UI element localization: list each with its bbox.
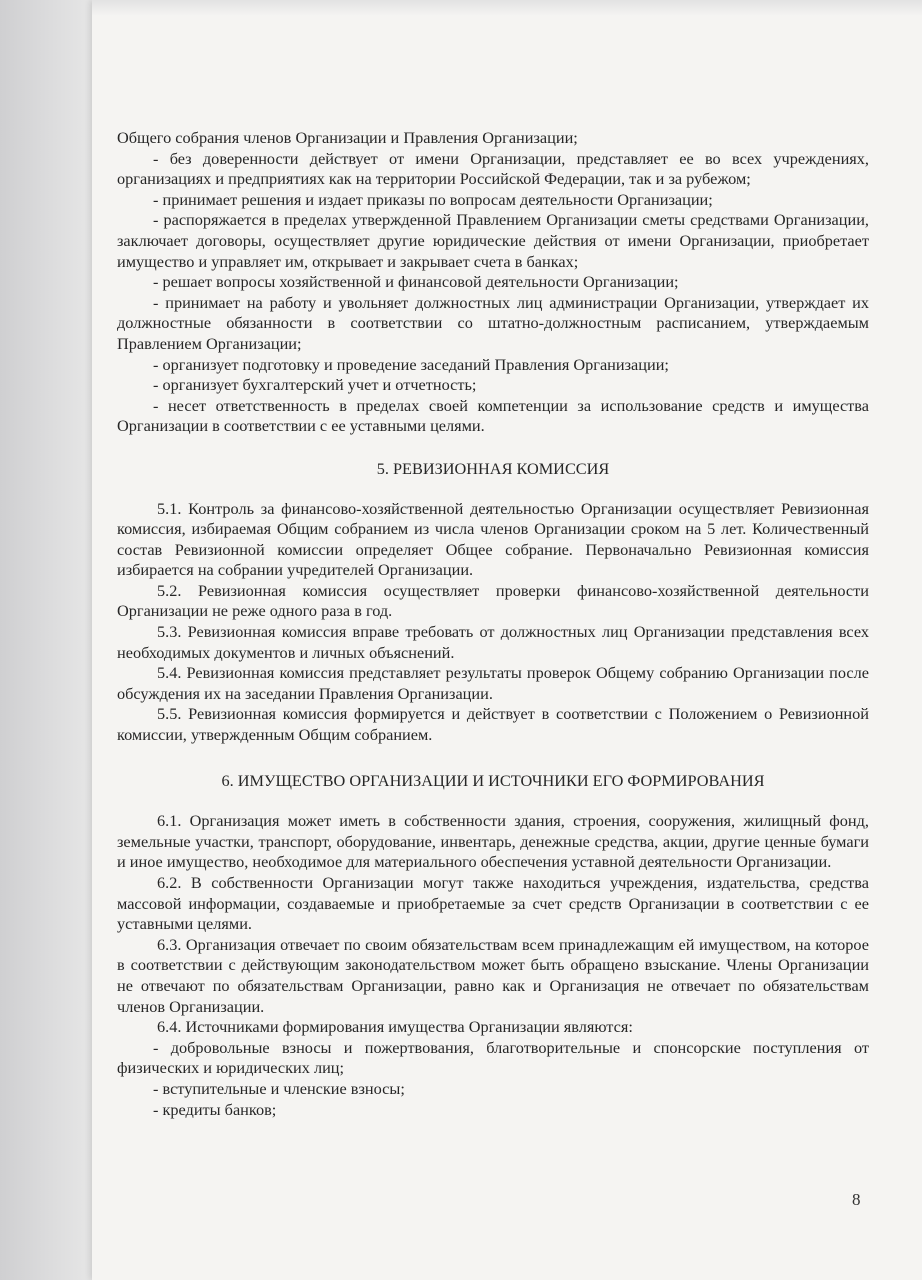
paragraph: 5.3. Ревизионная комиссия вправе требовать от должностных лиц Организации представления всех необходимых документов и личных объяснений. [117, 622, 869, 662]
list-item: - вступительные и членские взносы; [153, 1078, 405, 1098]
page-top-shadow [92, 0, 922, 16]
list-item: - кредиты банков; [153, 1099, 277, 1119]
section-heading: 6. ИМУЩЕСТВО ОРГАНИЗАЦИИ И ИСТОЧНИКИ ЕГО ФОРМИРОВАНИЯ [221, 770, 765, 790]
intro-line: Общего собрания членов Организации и Правления Организации; [117, 128, 578, 147]
list-item: - без доверенности действует от имени Организации, представляет ее во всех учреждениях, организациях и предприятиях как на территории Российской Федерации, так и за рубежом; [117, 148, 869, 189]
page-number: 8 [852, 1190, 861, 1209]
paragraph: 6.4. Источниками формирования имущества Организации являются: [157, 1017, 633, 1037]
adjacent-page-edge [0, 0, 92, 1280]
paragraph: 5.4. Ревизионная комиссия представляет результаты проверок Общему собранию Организации после обсуждения их на заседании Правления Организации. [117, 663, 869, 703]
list-item: - организует бухгалтерский учет и отчетность; [153, 375, 477, 395]
list-item: - распоряжается в пределах утвержденной Правлением Организации сметы средствами Организации, заключает договоры, осуществляет другие юридические действия от имени Организации, приобретает имущество и управляет им, открывает и закрывает счета в банках; [117, 210, 869, 271]
document-body [117, 128, 869, 1120]
paragraph: 5.5. Ревизионная комиссия формируется и действует в соответствии с Положением о Ревизионной комиссии, утвержденным Общим собранием. [117, 704, 869, 745]
paragraph: 5.2. Ревизионная комиссия осуществляет проверки финансово-хозяйственной деятельности Организации не реже одного раза в год. [117, 580, 869, 621]
list-item: - организует подготовку и проведение заседаний Правления Организации; [153, 354, 669, 374]
section-heading: 5. РЕВИЗИОННАЯ КОМИССИЯ [376, 458, 610, 478]
paragraph: 6.3. Организация отвечает по своим обязательствам всем принадлежащим ей имуществом, на которое в соответствии с действующим законодательством может быть обращено взыскание. Члены Организации не отвечают по обязательствам Организации, равно как и Организация не отвечает по обязательствам членов Организации. [117, 934, 869, 1016]
list-item: - добровольные взносы и пожертвования, благотворительные и спонсорские поступления от физических и юридических лиц; [117, 1037, 869, 1078]
paragraph: 6.1. Организация может иметь в собственности здания, строения, сооружения, жилищный фонд, земельные участки, транспорт, оборудование, инвентарь, денежные средства, акции, другие ценные бумаги и иное имущество, необходимое для материального обеспечения уставной деятельности Организации. [117, 811, 869, 872]
list-item: - несет ответственность в пределах своей компетенции за использование средств и имущества Организации в соответствии с ее уставными целями. [117, 395, 869, 436]
list-item: - решает вопросы хозяйственной и финансовой деятельности Организации; [153, 272, 679, 292]
paragraph: 6.2. В собственности Организации могут также находиться учреждения, издательства, средства массовой информации, создаваемые и приобретаемые за счет средств Организации в соответствии с ее уставными целями. [117, 873, 869, 934]
list-item: - принимает на работу и увольняет должностных лиц администрации Организации, утверждает их должностные обязанности в соответствии со штатно-должностным расписанием, утверждаемым Правлением Организации; [117, 292, 869, 353]
list-item: - принимает решения и издает приказы по вопросам деятельности Организации; [153, 189, 713, 209]
paragraph: 5.1. Контроль за финансово-хозяйственной деятельностью Организации осуществляет Ревизионная комиссия, избираемая Общим собранием из числа членов Организации сроком на 5 лет. Количественный состав Ревизионной комиссии определяет Общее собрание. Первоначально Ревизионная комиссия избирается на собрании учредителей Организации. [117, 498, 869, 580]
